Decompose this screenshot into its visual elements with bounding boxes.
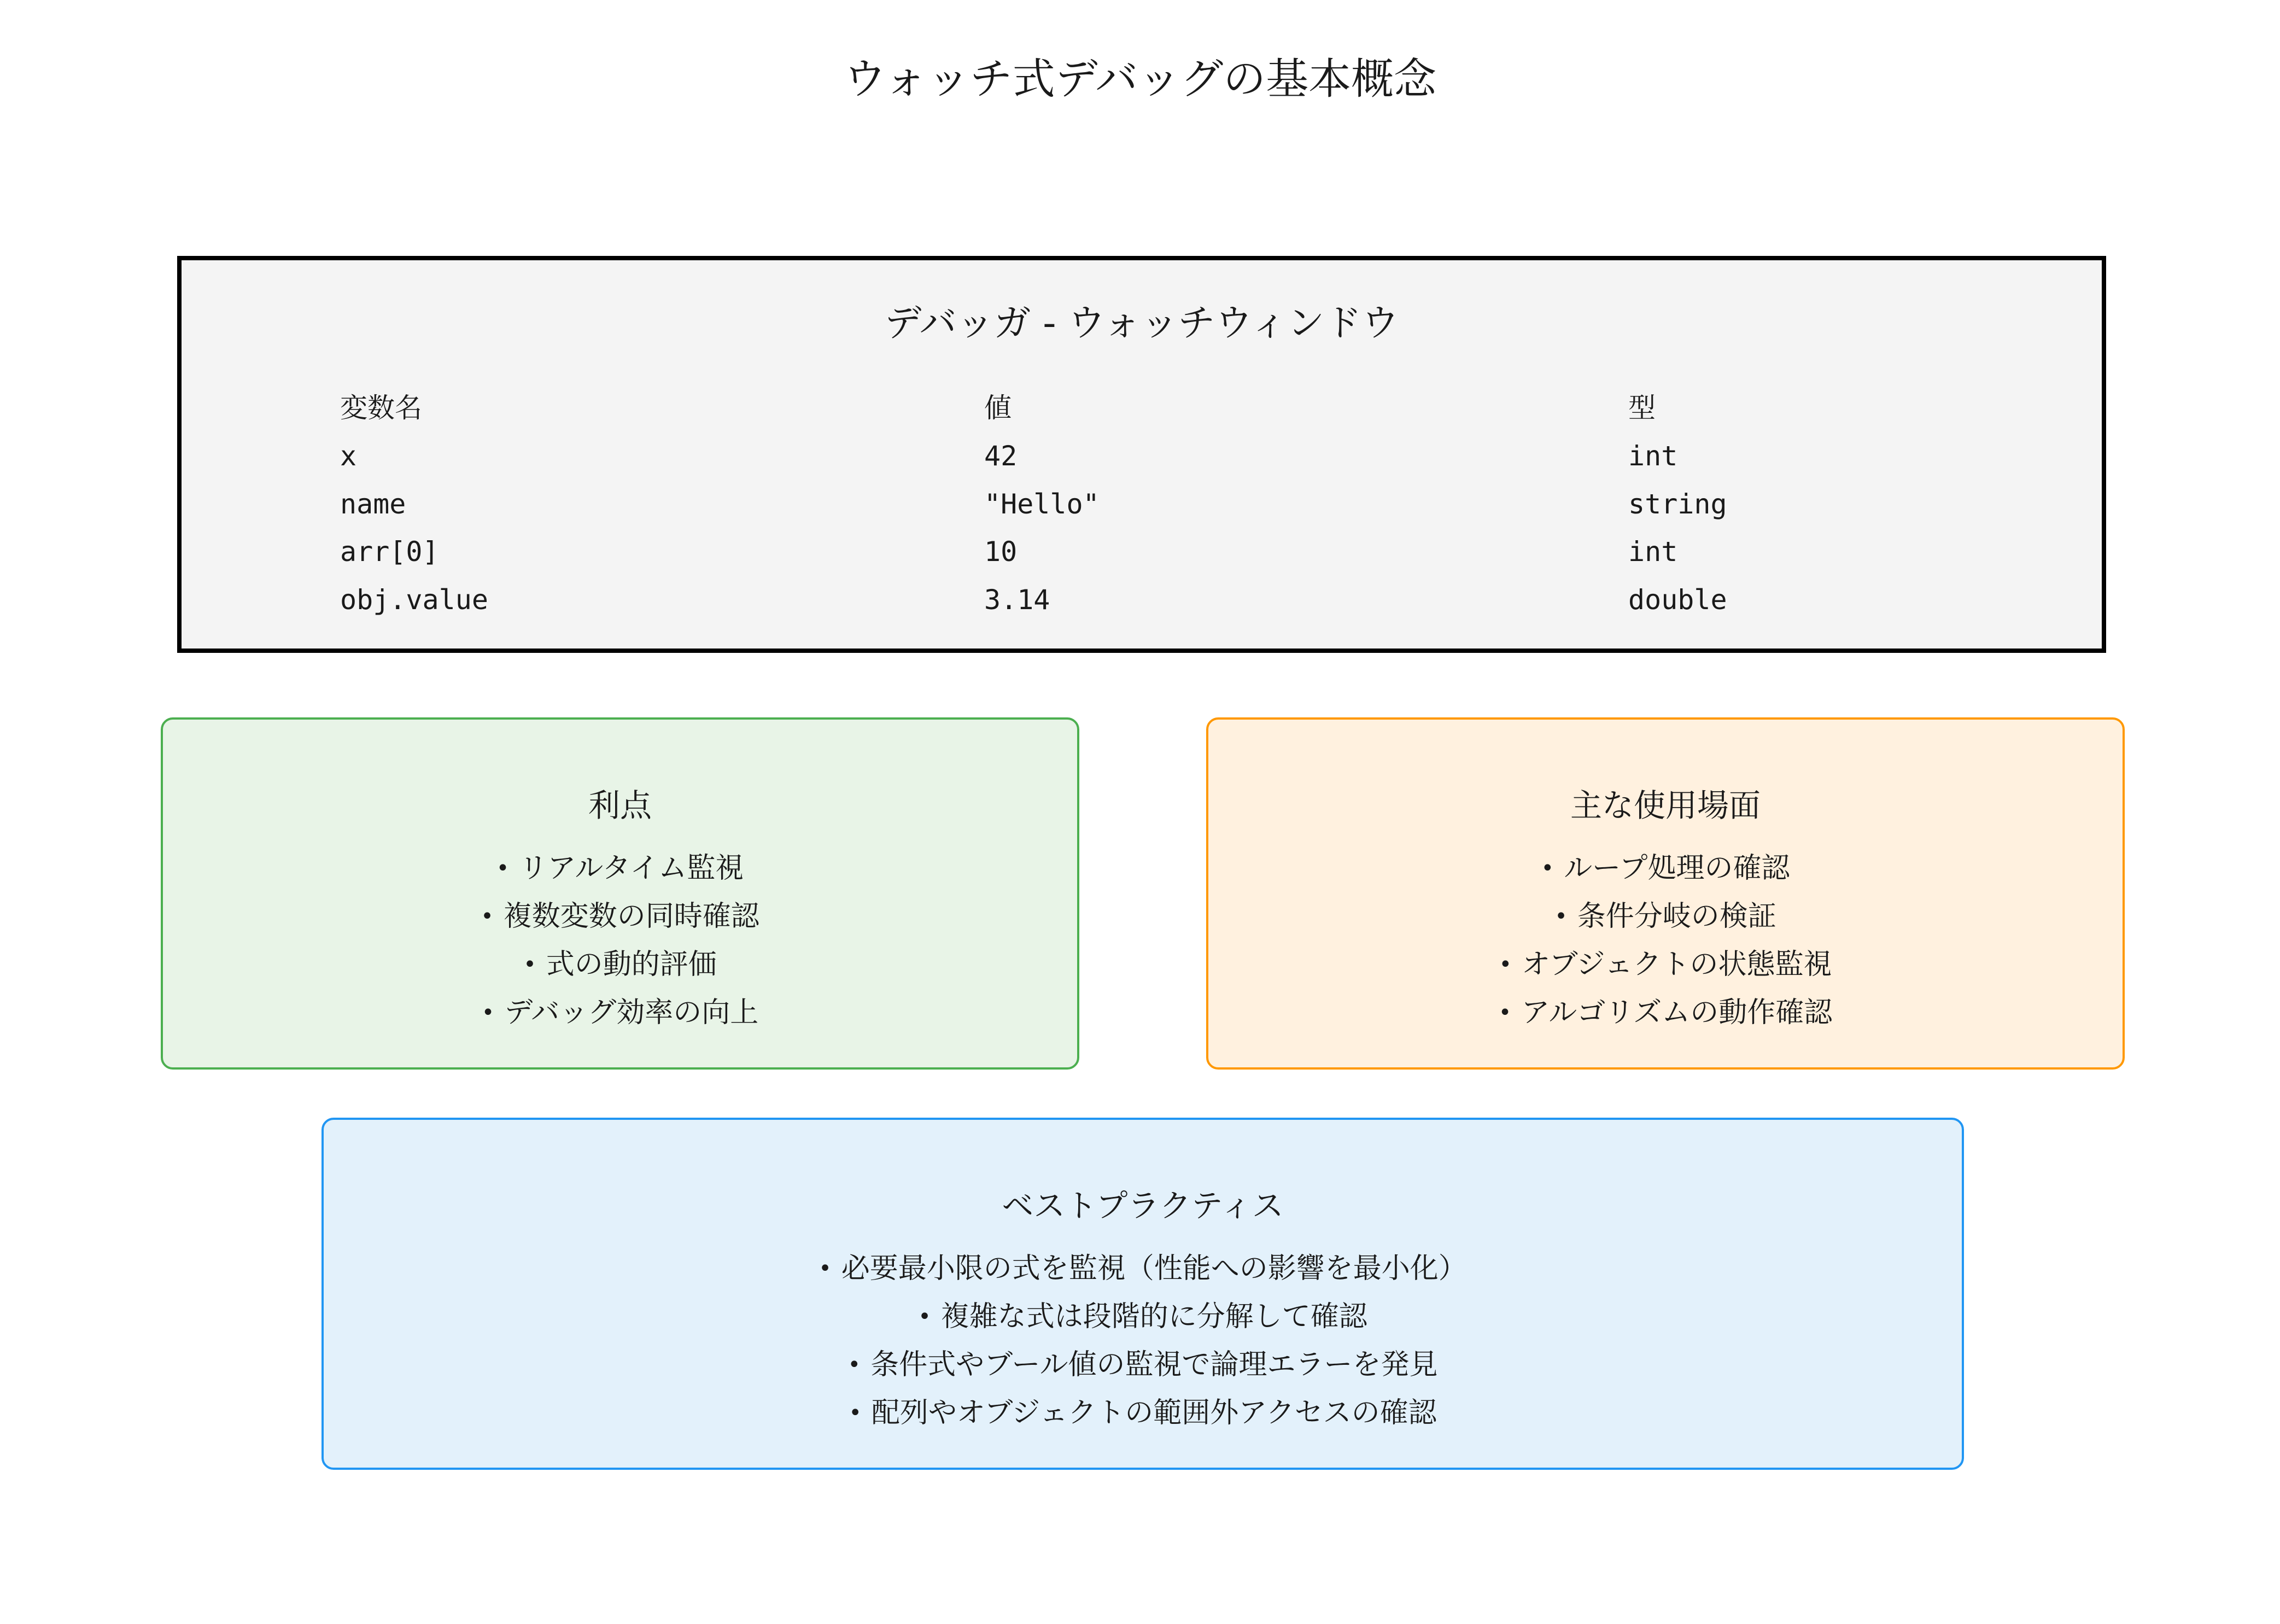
variable-type: string: [1628, 488, 1727, 520]
header-variable-name: 変数名: [340, 392, 422, 424]
watch-row[interactable]: [182, 528, 2102, 576]
list-item: • 条件分岐の検証: [1208, 892, 2123, 940]
variable-name: x: [340, 440, 357, 472]
list-item: • デバッグ効率の向上: [163, 989, 1077, 1037]
benefits-list: [163, 844, 1077, 1037]
variable-type: int: [1628, 440, 1678, 472]
variable-name: obj.value: [340, 584, 488, 616]
best-practices-title: ベストプラクティス: [1002, 1187, 1284, 1224]
variable-value: 10: [984, 536, 1018, 568]
watch-table-header: [182, 384, 2102, 432]
list-item: • ループ処理の確認: [1208, 844, 2123, 892]
list-item: • 必要最小限の式を監視（性能への影響を最小化）: [324, 1245, 1962, 1293]
list-item: • 式の動的評価: [163, 940, 1077, 989]
best-practices-panel: [321, 1118, 1964, 1470]
list-item: • リアルタイム監視: [163, 844, 1077, 892]
list-item: • 条件式やブール値の監視で論理エラーを発見: [324, 1341, 1962, 1389]
variable-name: arr[0]: [340, 536, 439, 568]
variable-value: "Hello": [984, 488, 1100, 520]
watch-row[interactable]: [182, 432, 2102, 480]
header-type: 型: [1628, 392, 1656, 424]
benefits-panel: [161, 717, 1079, 1070]
watch-row[interactable]: [182, 480, 2102, 528]
list-item: • 複数変数の同時確認: [163, 892, 1077, 940]
variable-value: 42: [984, 440, 1018, 472]
variable-type: int: [1628, 536, 1678, 568]
use-cases-panel: [1206, 717, 2125, 1070]
list-item: • 配列やオブジェクトの範囲外アクセスの確認: [324, 1389, 1962, 1437]
watch-window-title: デバッガ - ウォッチウィンドウ: [884, 302, 1399, 345]
use-cases-list: [1208, 844, 2123, 1037]
header-value: 値: [984, 392, 1012, 424]
variable-type: double: [1628, 584, 1727, 616]
watch-window: [177, 256, 2106, 653]
list-item: • オブジェクトの状態監視: [1208, 940, 2123, 989]
list-item: • アルゴリズムの動作確認: [1208, 989, 2123, 1037]
variable-value: 3.14: [984, 584, 1050, 616]
watch-row[interactable]: [182, 576, 2102, 624]
best-practices-list: [324, 1245, 1962, 1437]
variable-name: name: [340, 488, 406, 520]
list-item: • 複雑な式は段階的に分解して確認: [324, 1293, 1962, 1341]
use-cases-title: 主な使用場面: [1570, 787, 1761, 824]
benefits-title: 利点: [588, 787, 652, 824]
page-title: ウォッチ式デバッグの基本概念: [843, 55, 1437, 104]
